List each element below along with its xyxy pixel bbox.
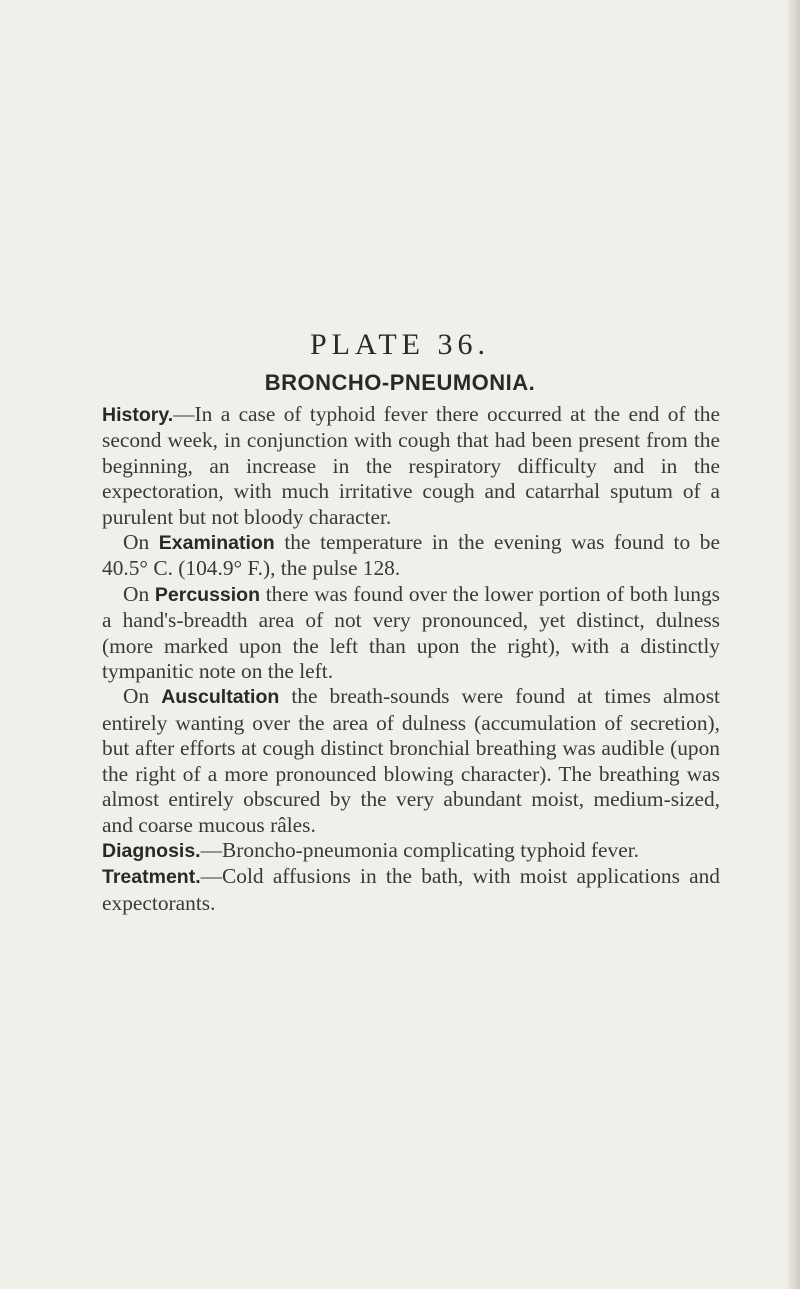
page-edge-shadow bbox=[786, 0, 800, 1289]
diagnosis-paragraph bbox=[102, 838, 720, 864]
percussion-prefix: On bbox=[123, 581, 155, 606]
disease-heading: BRONCHO-PNEUMONIA. bbox=[264, 370, 536, 395]
plate-title: PLATE 36. bbox=[310, 328, 490, 361]
treatment-text: —Cold affusions in the bath, with moist applications and expectorants. bbox=[102, 864, 720, 915]
percussion-text: there was found over the lower portion of both lungs a hand's-breadth area of not very pronounced, yet distinct, dulness (more marked upon the left than upon the right), with a distinctly tympanitic note on the left. bbox=[102, 581, 720, 684]
diagnosis-text: —Broncho-pneumonia complicating typhoid fever. bbox=[200, 837, 640, 862]
examination-text: the temperature in the evening was found to be 40.5° C. (104.9° F.), the pulse 128. bbox=[102, 530, 720, 581]
history-label: History. bbox=[102, 404, 174, 426]
treatment-label: Treatment. bbox=[102, 866, 201, 889]
auscultation-text: the breath-sounds were found at times almost entirely wanting over the area of dulness (accumulation of secretion), but after efforts at cough distinct bronchial breathing was audible (upon the right of a more pronounced blowing character). The breathing was almost entirely obscured by the very abundant moist, medium-sized, and coarse mucous râles. bbox=[102, 684, 720, 837]
percussion-label: Percussion bbox=[154, 583, 261, 606]
percussion-paragraph bbox=[102, 582, 720, 685]
case-text bbox=[102, 402, 720, 916]
auscultation-paragraph bbox=[102, 684, 720, 837]
auscultation-label: Auscultation bbox=[161, 686, 280, 709]
history-text: —In a case of typhoid fever there occurred at the end of the second week, in conjunction with cough that had been present from the beginning, an increase in the respiratory difficulty and in the expectoration, with much irritative cough and catarrhal sputum of a purulent but not bloody character. bbox=[102, 402, 720, 529]
auscultation-prefix: On bbox=[123, 684, 162, 709]
treatment-paragraph bbox=[102, 864, 720, 916]
examination-prefix: On bbox=[123, 530, 159, 555]
history-paragraph bbox=[102, 402, 720, 530]
examination-paragraph bbox=[102, 530, 720, 582]
diagnosis-label: Diagnosis. bbox=[102, 839, 201, 862]
examination-label: Examination bbox=[158, 532, 275, 555]
